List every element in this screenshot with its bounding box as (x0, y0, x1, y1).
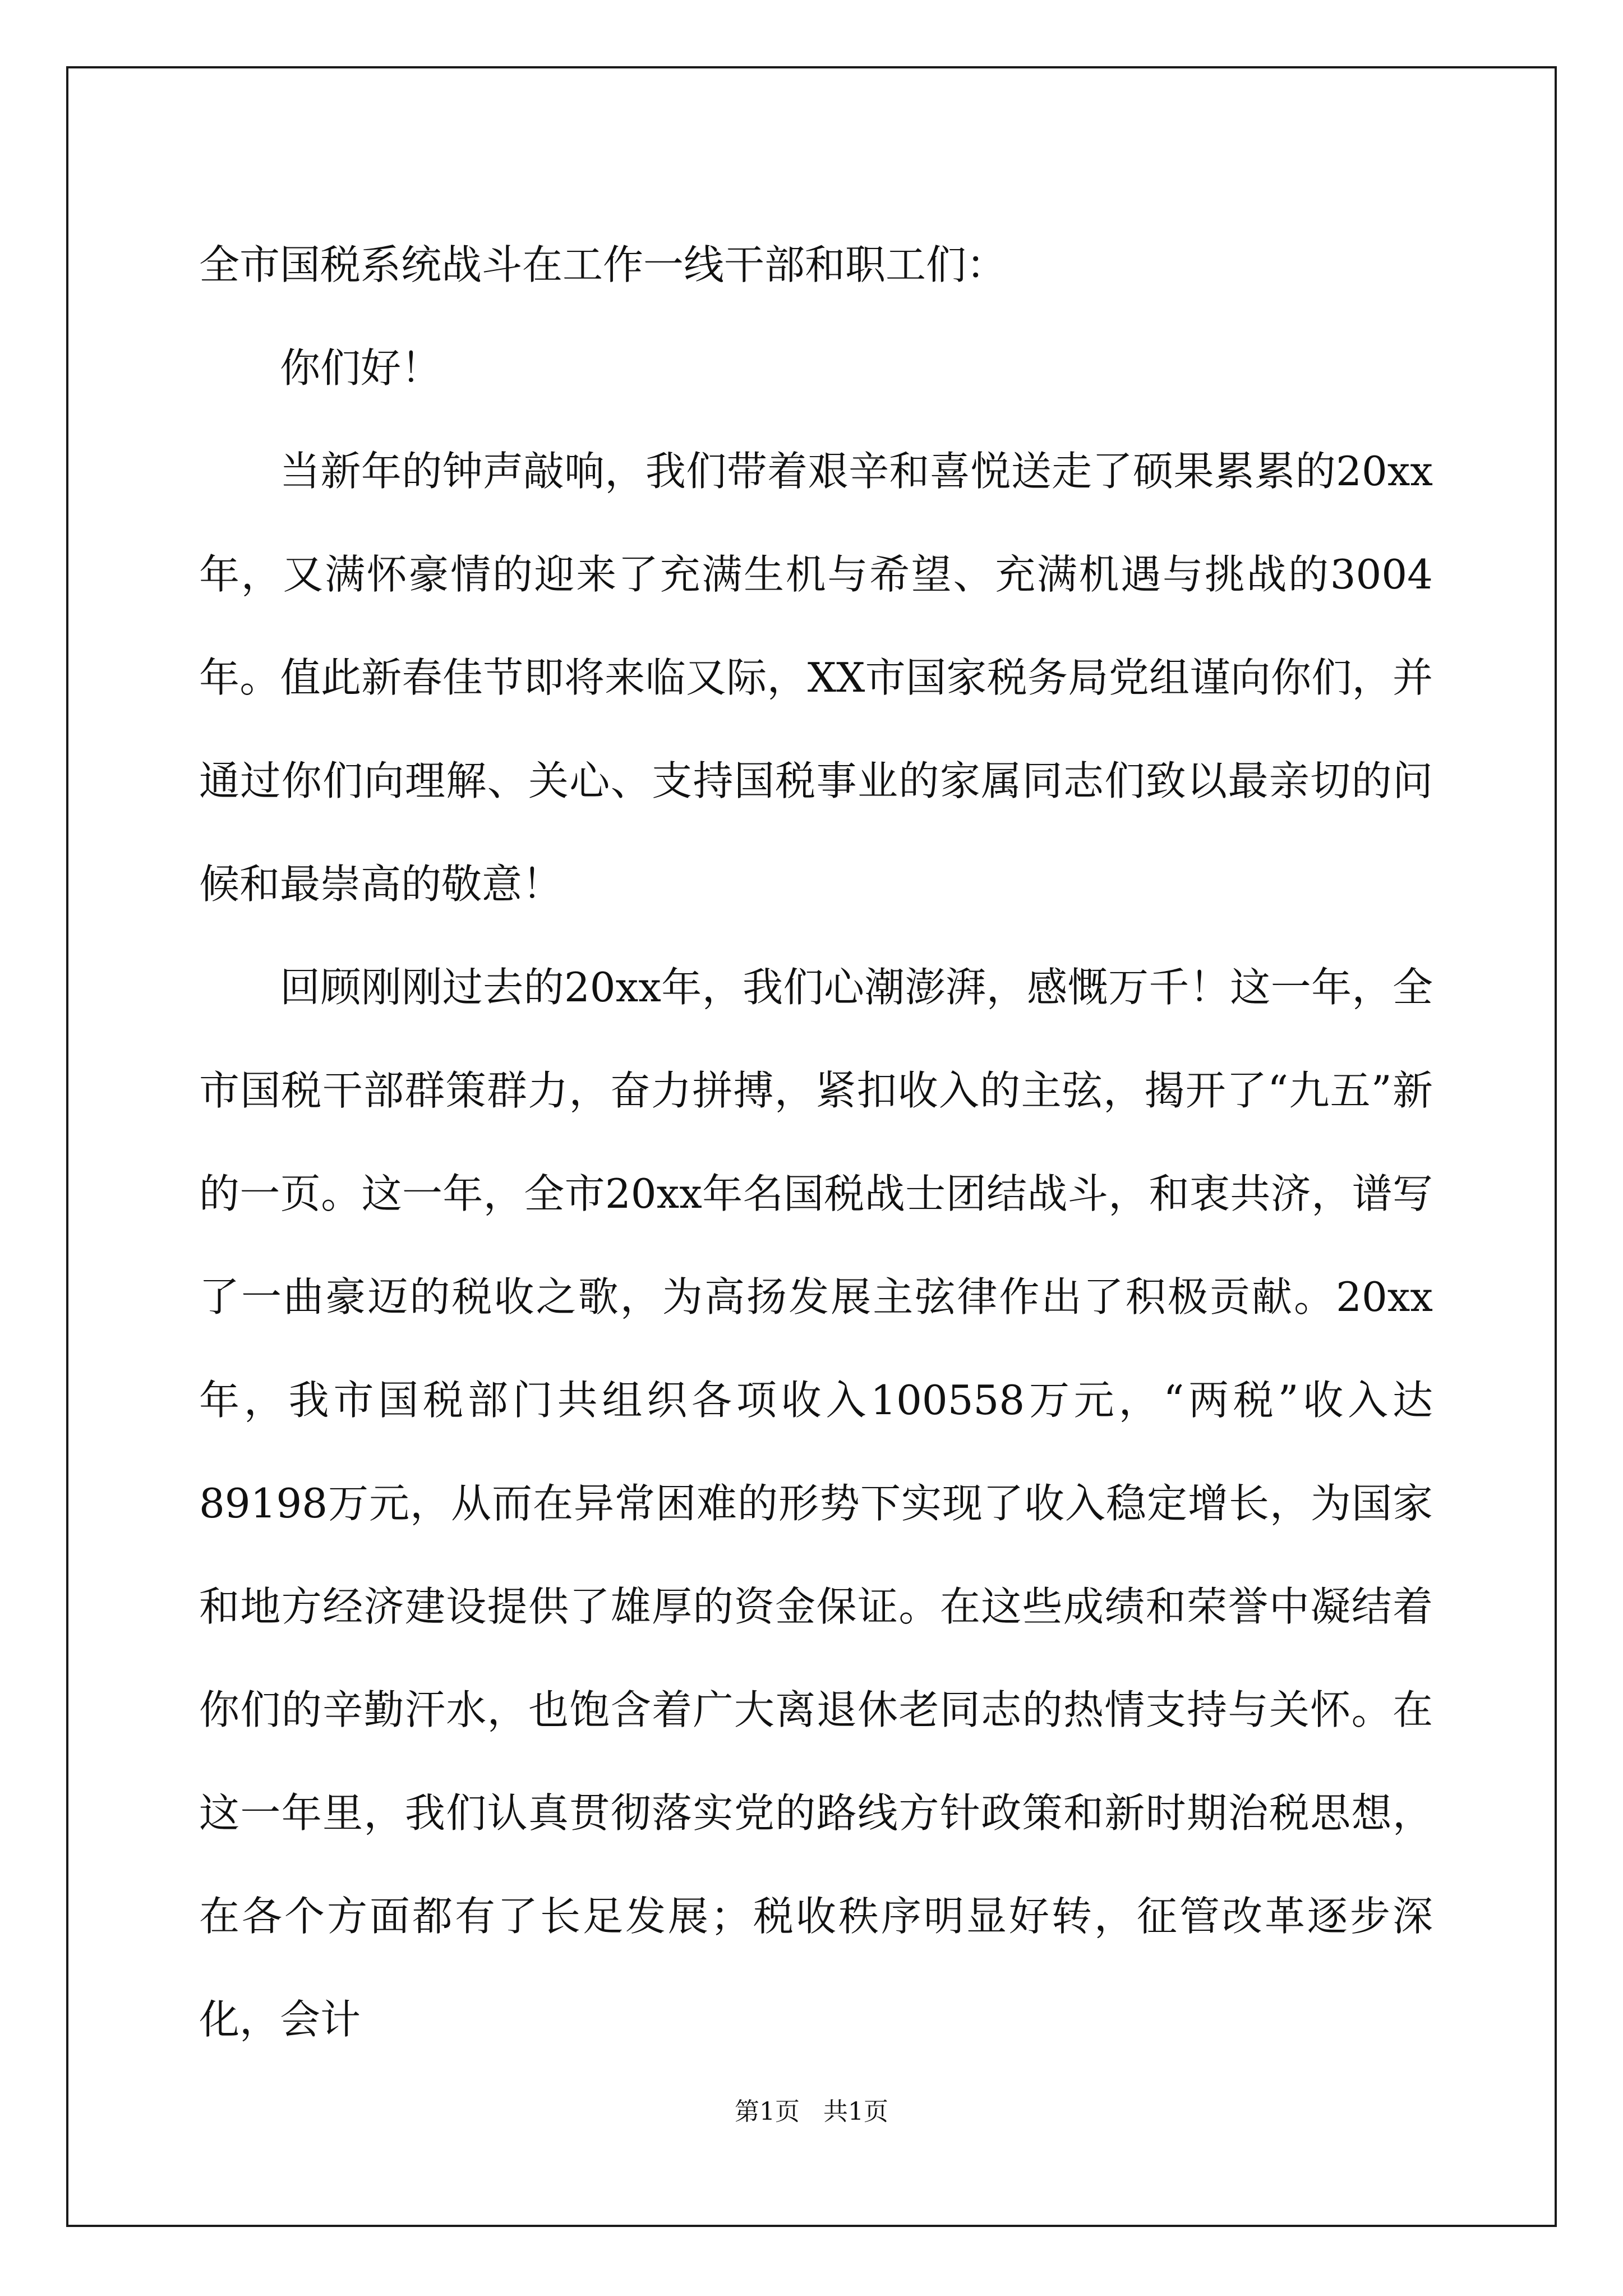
document-body (199, 213, 1433, 2071)
page-total: 共1页 (823, 2097, 888, 2126)
footer-spacer (800, 2097, 823, 2126)
paragraph-1: 当新年的钟声敲响，我们带着艰辛和喜悦送走了硕果累累的20xx年，又满怀豪情的迎来了充满生机与希望、充满机遇与挑战的3004年。值此新春佳节即将来临又际，XX市国家税务局党组谨向你们，并通过你们向理解、关心、支持国税事业的家属同志们致以最亲切的问候和最崇高的敬意！ (199, 448, 1433, 908)
greeting: 你们好！ (280, 344, 442, 392)
page-footer (0, 2095, 1623, 2129)
paragraph-2: 回顾刚刚过去的20xx年，我们心潮澎湃，感慨万千！这一年，全市国税干部群策群力，奋力拼搏，紧扣收入的主弦，揭开了“九五”新的一页。这一年，全市20xx年名国税战士团结战斗，和衷共济，谱写了一曲豪迈的税收之歌，为高扬发展主弦律作出了积极贡献。20xx年，我市国税部门共组织各项收入100558万元，“两税”收入达89198万元，从而在异常困难的形势下实现了收入稳定增长，为国家和地方经济建设提供了雄厚的资金保证。在这些成绩和荣誉中凝结着你们的辛勤汗水，也饱含着广大离退休老同志的热情支持与关怀。在这一年里，我们认真贯彻落实党的路线方针政策和新时期治税思想，在各个方面都有了长足发展；税收秩序明显好转，征管改革逐步深化，会计 (199, 964, 1433, 2043)
salutation: 全市国税系统战斗在工作一线干部和职工们： (199, 241, 1007, 288)
page-number: 第1页 (735, 2097, 800, 2126)
